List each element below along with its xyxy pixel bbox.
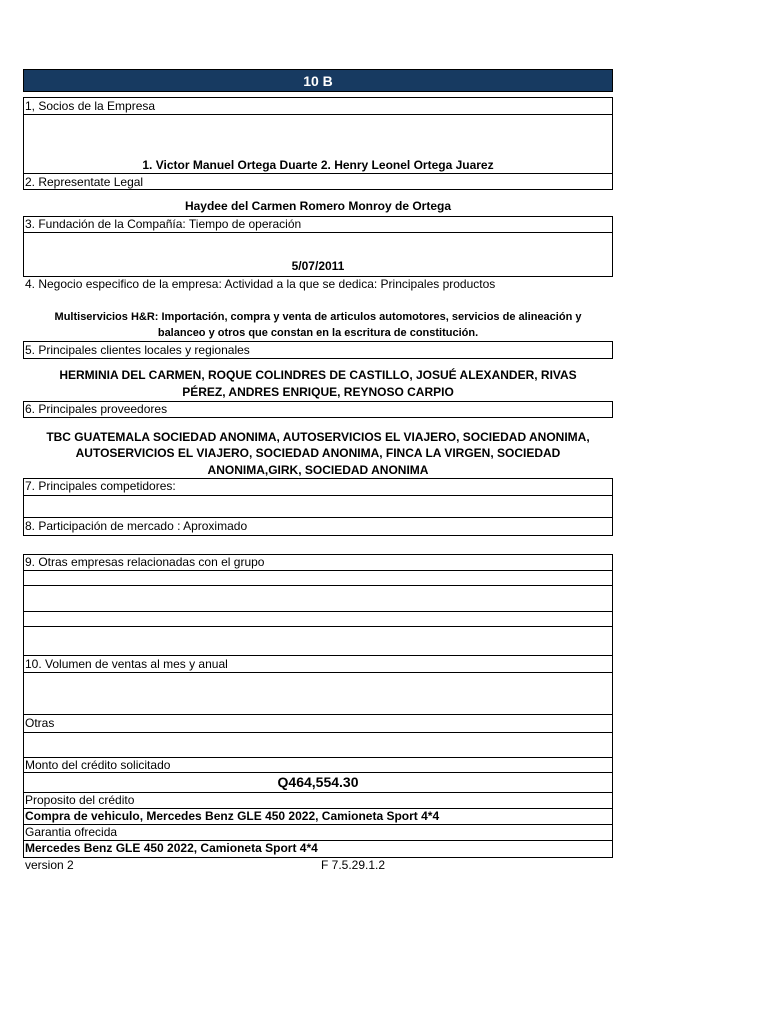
divider [23,114,613,115]
proveedores-value-line2: AUTOSERVICIOS EL VIAJERO, SOCIEDAD ANONIMA, FINCA LA VIRGEN, SOCIEDAD [75,446,561,460]
garantia-value: Mercedes Benz GLE 450 2022, Camioneta Sport 4*4 [25,841,318,855]
otras-empresas-label: 9. Otras empresas relacionadas con el grupo [25,555,265,569]
representante-value: Haydee del Carmen Romero Monroy de Ortega [184,199,452,213]
socios-label: 1, Socios de la Empresa [25,99,156,113]
proveedores-label: 6. Principales proveedores [25,402,168,416]
monto-value: Q464,554.30 [277,774,359,790]
form-title: 10 B [23,69,613,92]
divider [23,232,613,233]
negocio-label: 4. Negocio especifico de la empresa: Actividad a la que se dedica: Principales productos [25,277,496,291]
proposito-value: Compra de vehiculo, Mercedes Benz GLE 450 2022, Camioneta Sport 4*4 [25,809,440,823]
clientes-value-line1: HERMINIA DEL CARMEN, ROQUE COLINDRES DE CASTILLO, JOSUÉ ALEXANDER, RIVAS [59,368,577,382]
clientes-value-line2: PÉREZ, ANDRES ENRIQUE, REYNOSO CARPIO [182,385,454,399]
divider [23,517,613,518]
socios-value: 1. Victor Manuel Ortega Duarte 2. Henry Leonel Ortega Juarez [142,158,494,172]
competidores-label: 7. Principales competidores: [25,479,176,493]
divider [23,672,613,673]
divider [23,585,613,586]
divider [23,732,613,733]
divider [23,626,613,627]
garantia-label: Garantia ofrecida [25,825,118,839]
divider [23,611,613,612]
form-code: F 7.5.29.1.2 [321,858,386,872]
divider [23,655,613,656]
fundacion-value: 5/07/2011 [291,259,345,273]
fundacion-label: 3. Fundación de la Compañía: Tiempo de operación [25,217,302,231]
negocio-value-line1: Multiservicios H&R: Importación, compra y venta de articulos automotores, servicios de alineación y [54,311,582,323]
proveedores-value-line3: ANONIMA,GIRK, SOCIEDAD ANONIMA [207,463,429,477]
monto-label: Monto del crédito solicitado [25,758,171,772]
divider [23,714,613,715]
volumen-label: 10. Volumen de ventas al mes y anual [25,657,228,671]
otras-label: Otras [25,716,55,730]
representante-label: 2. Representate Legal [25,175,144,189]
proveedores-value-line1: TBC GUATEMALA SOCIEDAD ANONIMA, AUTOSERVICIOS EL VIAJERO, SOCIEDAD ANONIMA, [46,430,590,444]
negocio-value-line2: balanceo y otros que constan en la escritura de constitución. [157,327,479,339]
divider [23,495,613,496]
clientes-label: 5. Principales clientes locales y regionales [25,343,250,357]
proposito-label: Proposito del crédito [25,793,135,807]
divider [23,173,613,174]
divider [23,570,613,571]
version-text: version 2 [25,858,74,872]
participacion-label: 8. Participación de mercado : Aproximado [25,519,248,533]
